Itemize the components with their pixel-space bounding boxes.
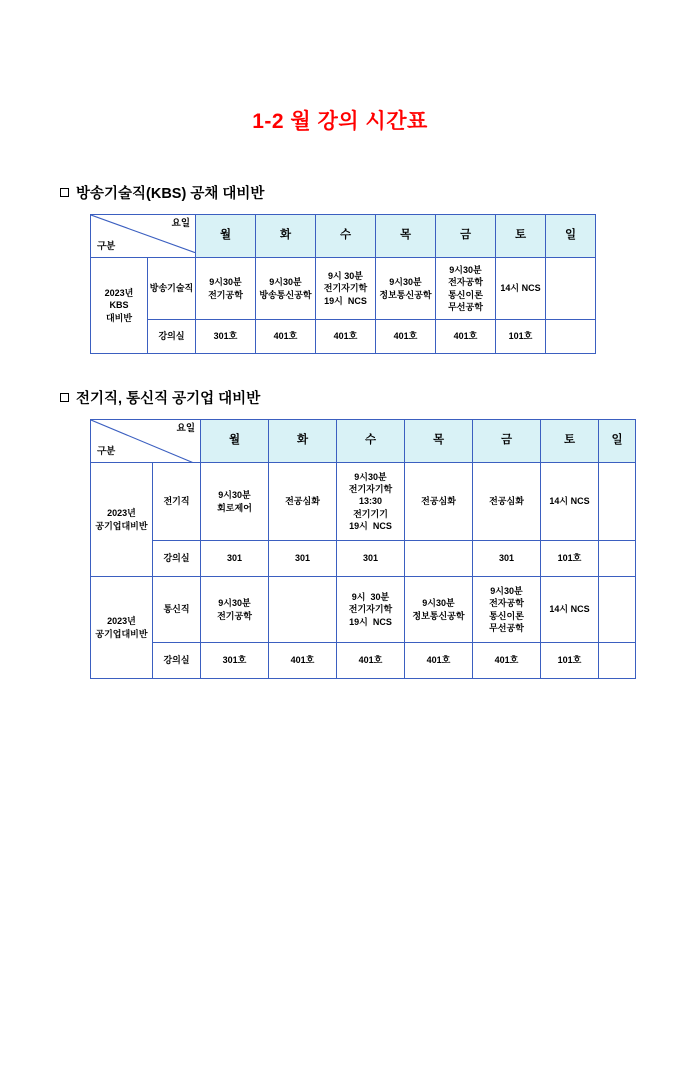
cell-fri-room: 301 <box>473 541 541 577</box>
cell-wed-room: 401호 <box>337 643 405 679</box>
column-header-wed: 수 <box>316 215 376 258</box>
page-title: 1-2 월 강의 시간표 <box>252 110 428 133</box>
cell-sun-room <box>599 643 636 679</box>
cell-mon-room: 301호 <box>196 320 256 354</box>
cell-wed-room: 301 <box>337 541 405 577</box>
column-header-mon: 월 <box>201 420 269 463</box>
column-header-sat: 토 <box>541 420 599 463</box>
column-header-sat: 토 <box>496 215 546 258</box>
cell-tue-class: 9시30분 방송통신공학 <box>256 258 316 320</box>
cell-sat-class: 14시 NCS <box>496 258 546 320</box>
row-label-room: 강의실 <box>153 541 201 577</box>
column-header-fri: 금 <box>473 420 541 463</box>
cell-sun-room <box>599 541 636 577</box>
document-page <box>0 105 680 1066</box>
cell-fri-class: 9시30분 전자공학 통신이론 무선공학 <box>473 577 541 643</box>
table-header-row <box>91 420 636 463</box>
table-corner-cell <box>91 215 196 258</box>
row-label-broadcast-tech: 방송기술직 <box>148 258 196 320</box>
cell-fri-room: 401호 <box>436 320 496 354</box>
cell-sun-class <box>546 258 596 320</box>
row-label-room: 강의실 <box>153 643 201 679</box>
cell-mon-room: 301 <box>201 541 269 577</box>
cell-thu-class: 전공심화 <box>405 463 473 541</box>
cell-tue-class: 전공심화 <box>269 463 337 541</box>
cell-thu-room <box>405 541 473 577</box>
cell-wed-room: 401호 <box>316 320 376 354</box>
cell-fri-room: 401호 <box>473 643 541 679</box>
cell-mon-class: 9시30분 전기공학 <box>196 258 256 320</box>
table-row <box>91 541 636 577</box>
corner-day-label: 요일 <box>171 218 190 229</box>
table-row <box>91 258 596 320</box>
cell-thu-room: 401호 <box>376 320 436 354</box>
column-header-sun: 일 <box>546 215 596 258</box>
column-header-sun: 일 <box>599 420 636 463</box>
schedule-table-public-enterprise <box>90 419 636 679</box>
table-corner-cell <box>91 420 201 463</box>
cell-sun-class <box>599 577 636 643</box>
row-label-comm-job: 통신직 <box>153 577 201 643</box>
cell-sun-class <box>599 463 636 541</box>
group-label-2023-kbs: 2023년 KBS 대비반 <box>91 258 148 354</box>
column-header-thu: 목 <box>376 215 436 258</box>
cell-sat-class: 14시 NCS <box>541 463 599 541</box>
corner-category-label: 구분 <box>97 241 116 253</box>
cell-fri-class: 전공심화 <box>473 463 541 541</box>
schedule-table-kbs <box>90 214 596 354</box>
cell-thu-room: 401호 <box>405 643 473 679</box>
column-header-fri: 금 <box>436 215 496 258</box>
corner-category-label: 구분 <box>97 446 116 458</box>
group-label-2023-electric: 2023년 공기업대비반 <box>91 463 153 577</box>
corner-day-label: 요일 <box>176 423 195 434</box>
section-heading-1 <box>60 182 620 203</box>
cell-thu-class: 9시30분 정보통신공학 <box>376 258 436 320</box>
column-header-thu: 목 <box>405 420 473 463</box>
cell-sun-room <box>546 320 596 354</box>
column-header-tue: 화 <box>256 215 316 258</box>
column-header-wed: 수 <box>337 420 405 463</box>
group-label-2023-comm: 2023년 공기업대비반 <box>91 577 153 679</box>
column-header-tue: 화 <box>269 420 337 463</box>
cell-sat-class: 14시 NCS <box>541 577 599 643</box>
cell-mon-room: 301호 <box>201 643 269 679</box>
bullet-square-icon <box>60 188 69 197</box>
cell-sat-room: 101호 <box>541 541 599 577</box>
cell-tue-room: 301 <box>269 541 337 577</box>
section-heading-2 <box>60 387 620 408</box>
cell-wed-class: 9시 30분 전기자기학 19시 NCS <box>316 258 376 320</box>
column-header-mon: 월 <box>196 215 256 258</box>
cell-mon-class: 9시30분 회로제어 <box>201 463 269 541</box>
row-label-room: 강의실 <box>148 320 196 354</box>
bullet-square-icon <box>60 393 69 402</box>
row-label-electric-job: 전기직 <box>153 463 201 541</box>
cell-sat-room: 101호 <box>541 643 599 679</box>
cell-mon-class: 9시30분 전기공학 <box>201 577 269 643</box>
cell-wed-class: 9시30분 전기자기학 13:30 전기기기 19시 NCS <box>337 463 405 541</box>
table-row <box>91 643 636 679</box>
table-row <box>91 577 636 643</box>
table-header-row <box>91 215 596 258</box>
cell-wed-class: 9시 30분 전기자기학 19시 NCS <box>337 577 405 643</box>
table-row <box>91 320 596 354</box>
table-row <box>91 463 636 541</box>
section-1-title: 방송기술직(KBS) 공채 대비반 <box>76 186 265 202</box>
cell-tue-room: 401호 <box>269 643 337 679</box>
cell-tue-room: 401호 <box>256 320 316 354</box>
section-2-title: 전기직, 통신직 공기업 대비반 <box>76 391 261 407</box>
cell-fri-class: 9시30분 전자공학 통신이론 무선공학 <box>436 258 496 320</box>
cell-tue-class <box>269 577 337 643</box>
cell-thu-class: 9시30분 정보통신공학 <box>405 577 473 643</box>
cell-sat-room: 101호 <box>496 320 546 354</box>
